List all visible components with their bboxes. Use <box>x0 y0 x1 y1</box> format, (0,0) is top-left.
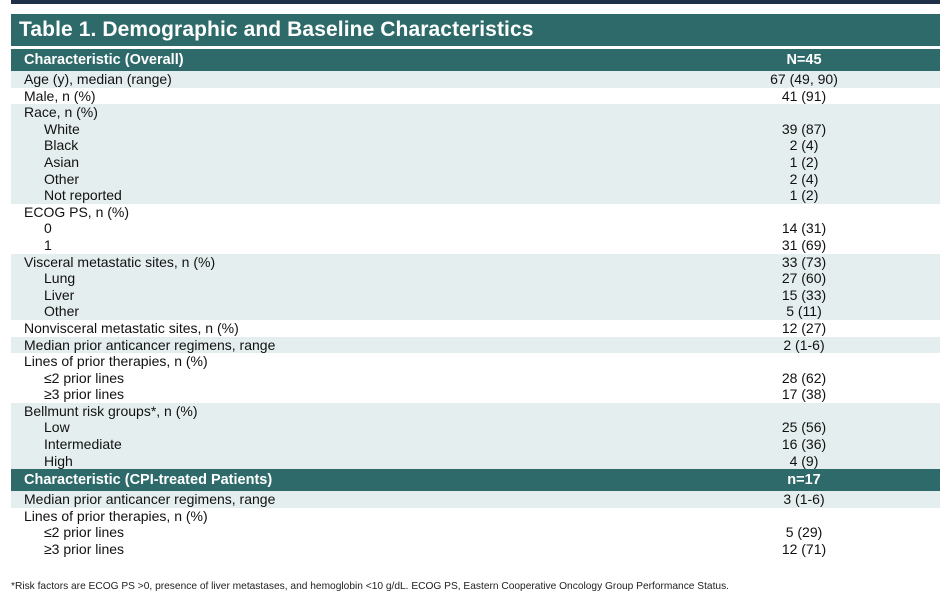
table-row <box>11 204 940 221</box>
characteristics-table <box>11 49 940 558</box>
row-label: Median prior anticancer regimens, range <box>24 336 276 353</box>
row-value: 39 (87) <box>781 120 827 137</box>
row-value: 12 (71) <box>781 541 827 558</box>
table-row <box>11 453 940 470</box>
row-label: Black <box>44 137 79 154</box>
row-label: Visceral metastatic sites, n (%) <box>24 253 216 270</box>
row-value: 1 (2) <box>789 187 819 204</box>
table-row <box>11 137 940 154</box>
row-value: 28 (62) <box>781 369 827 386</box>
row-value: 15 (33) <box>781 286 827 303</box>
table-row <box>11 237 940 254</box>
cpi-rows <box>11 491 940 557</box>
table-row <box>11 320 940 337</box>
table-row <box>11 104 940 121</box>
row-value: 2 (4) <box>789 170 819 187</box>
overall-rows <box>11 71 940 469</box>
table-row <box>11 171 940 188</box>
row-label: Other <box>44 170 80 187</box>
table-row <box>11 154 940 171</box>
row-label: High <box>44 452 73 469</box>
row-value: 31 (69) <box>781 236 827 253</box>
table-row <box>11 71 940 88</box>
row-value: 12 (27) <box>781 319 827 336</box>
row-label: Intermediate <box>44 436 122 453</box>
row-value: 2 (4) <box>789 137 819 154</box>
cpi-header-label: Characteristic (CPI-treated Patients) <box>24 472 273 489</box>
row-label: Low <box>44 419 70 436</box>
row-value: 67 (49, 90) <box>770 71 838 87</box>
table-row <box>11 386 940 403</box>
footnote: *Risk factors are ECOG PS >0, presence of liver metastases, and hemoglobin <10 g/dL. ECOG PS, Eastern Cooperative Oncology Group Performance Status. <box>11 581 730 592</box>
row-value: 2 (1-6) <box>783 336 825 353</box>
row-value: 27 (60) <box>781 270 827 287</box>
overall-header-value: N=45 <box>786 52 822 68</box>
table-row <box>11 254 940 271</box>
table-row <box>11 88 940 105</box>
table-row <box>11 370 940 387</box>
table-row <box>11 303 940 320</box>
table-title: Table 1. Demographic and Baseline Characteristics <box>11 14 940 46</box>
row-label: ECOG PS, n (%) <box>24 203 130 220</box>
row-label: Age (y), median (range) <box>24 71 172 87</box>
row-label: 1 <box>44 236 52 253</box>
row-label: Lines of prior therapies, n (%) <box>24 353 208 370</box>
row-label: Not reported <box>44 187 122 204</box>
row-value: 1 (2) <box>789 153 819 170</box>
row-value: 17 (38) <box>781 386 827 403</box>
table-row <box>11 419 940 436</box>
table-row <box>11 287 940 304</box>
row-label: White <box>44 120 80 137</box>
row-value: 4 (9) <box>789 452 819 469</box>
row-value: 14 (31) <box>781 220 827 237</box>
table-row <box>11 403 940 420</box>
table-row <box>11 491 940 508</box>
row-label: Bellmunt risk groups*, n (%) <box>24 402 198 419</box>
row-label: Other <box>44 303 80 320</box>
row-label: Race, n (%) <box>24 104 98 121</box>
row-value: 5 (29) <box>785 524 823 541</box>
row-label: Male, n (%) <box>24 87 96 104</box>
row-label: Liver <box>44 286 75 303</box>
table-row <box>11 337 940 354</box>
overall-header-label: Characteristic (Overall) <box>24 52 184 68</box>
cpi-header-value: n=17 <box>787 472 821 489</box>
top-rule <box>11 0 940 4</box>
row-label: ≤2 prior lines <box>44 524 125 541</box>
table-row <box>11 270 940 287</box>
row-label: ≤2 prior lines <box>44 369 125 386</box>
overall-header-row <box>11 49 940 71</box>
row-value: 25 (56) <box>781 419 827 436</box>
table-row <box>11 436 940 453</box>
table-row <box>11 524 940 541</box>
row-value: 33 (73) <box>781 253 827 270</box>
row-value: 41 (91) <box>781 87 827 104</box>
row-label: Lines of prior therapies, n (%) <box>24 507 208 524</box>
row-value: 3 (1-6) <box>783 491 825 508</box>
row-label: Lung <box>44 270 76 287</box>
cpi-header-row <box>11 469 940 491</box>
row-label: Nonvisceral metastatic sites, n (%) <box>24 319 239 336</box>
table-row <box>11 508 940 525</box>
row-label: Median prior anticancer regimens, range <box>24 491 276 508</box>
row-value: 16 (36) <box>781 436 827 453</box>
row-value: 5 (11) <box>786 303 822 320</box>
table-row <box>11 121 940 138</box>
row-label: ≥3 prior lines <box>44 386 125 403</box>
table-row <box>11 541 940 558</box>
row-label: Asian <box>44 153 80 170</box>
row-label: 0 <box>44 220 52 237</box>
row-label: ≥3 prior lines <box>44 541 125 558</box>
table-row <box>11 187 940 204</box>
table-row <box>11 353 940 370</box>
table-row <box>11 220 940 237</box>
